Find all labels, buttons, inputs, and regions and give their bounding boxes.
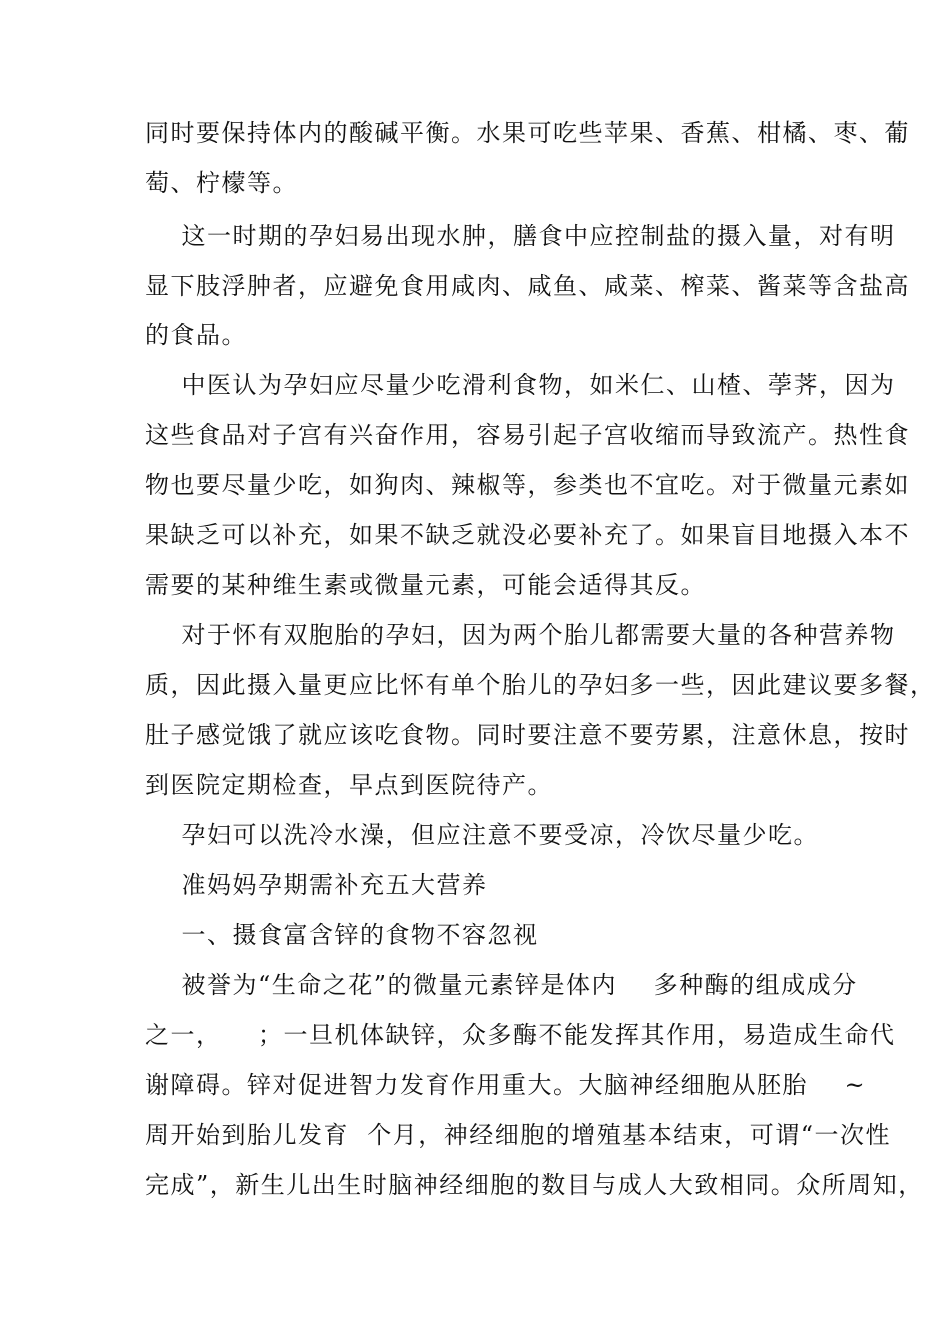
text-line: 需要的某种维生素或微量元素，可能会适得其反。 bbox=[145, 571, 706, 599]
text-line: 被誉为“生命之花”的微量元素锌是体内 多种酶的组成成分 bbox=[145, 971, 858, 999]
text-line: 中医认为孕妇应尽量少吃滑利食物，如米仁、山楂、荸荠，因为 bbox=[145, 371, 896, 399]
text-line: 这一时期的孕妇易出现水肿，膳食中应控制盐的摄入量，对有明 bbox=[145, 222, 896, 250]
text-line: 谢障碍。锌对促进智力发育作用重大。大脑神经细胞从胚胎 ~ bbox=[145, 1071, 867, 1099]
text-line: 完成”，新生儿出生时脑神经细胞的数目与成人大致相同。众所周知， bbox=[145, 1171, 924, 1199]
text-line: 到医院定期检查，早点到医院待产。 bbox=[145, 771, 553, 799]
text-line: 一、摄食富含锌的食物不容忽视 bbox=[145, 921, 539, 949]
text-line: 肚子感觉饿了就应该吃食物。同时要注意不要劳累，注意休息，按时 bbox=[145, 721, 910, 749]
text-line: 的食品。 bbox=[145, 321, 247, 349]
text-line: 质，因此摄入量更应比怀有单个胎儿的孕妇多一些，因此建议要多餐， bbox=[145, 671, 936, 699]
text-line: 之一， ；一旦机体缺锌，众多酶不能发挥其作用，易造成生命代 bbox=[145, 1021, 896, 1049]
text-line: 这些食品对子宫有兴奋作用，容易引起子宫收缩而导致流产。热性食 bbox=[145, 421, 910, 449]
text-line: 准妈妈孕期需补充五大营养 bbox=[145, 871, 488, 899]
text-line: 对于怀有双胞胎的孕妇，因为两个胎儿都需要大量的各种营养物 bbox=[145, 621, 896, 649]
text-line: 萄、柠檬等。 bbox=[145, 169, 298, 197]
text-line: 孕妇可以洗冷水澡，但应注意不要受凉，冷饮尽量少吃。 bbox=[145, 821, 820, 849]
text-line: 果缺乏可以补充，如果不缺乏就没必要补充了。如果盲目地摄入本不 bbox=[145, 521, 910, 549]
text-line: 显下肢浮肿者，应避免食用咸肉、咸鱼、咸菜、榨菜、酱菜等含盐高 bbox=[145, 272, 910, 300]
text-line: 周开始到胎儿发育 个月，神经细胞的增殖基本结束，可谓“一次性 bbox=[145, 1121, 892, 1149]
text-line: 物也要尽量少吃，如狗肉、辣椒等，参类也不宜吃。对于微量元素如 bbox=[145, 471, 910, 499]
text-line: 同时要保持体内的酸碱平衡。水果可吃些苹果、香蕉、柑橘、枣、葡 bbox=[145, 119, 910, 147]
